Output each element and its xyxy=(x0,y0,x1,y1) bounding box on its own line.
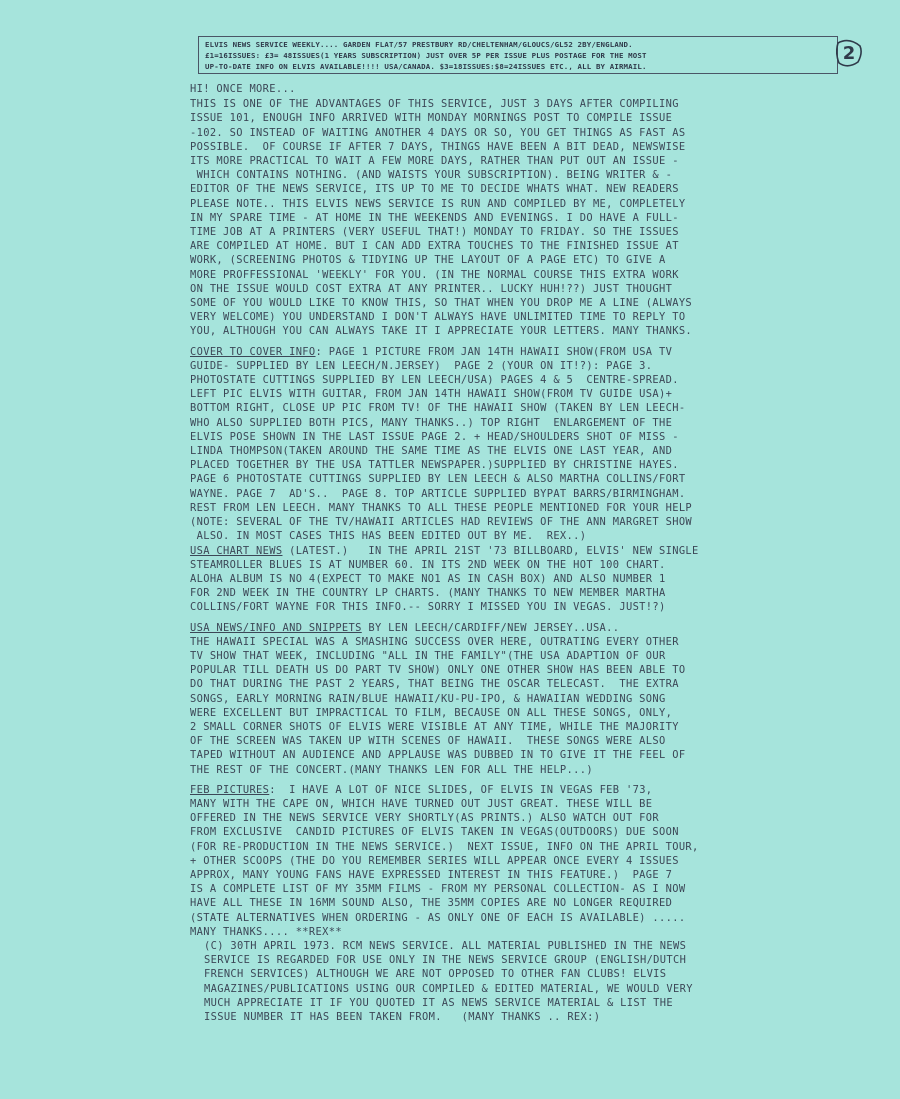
feb-pictures-line: OFFERED IN THE NEWS SERVICE VERY SHORTLY(AS PRINTS.) ALSO WATCH OUT FOR xyxy=(190,812,660,825)
intro-line: VERY WELCOME) YOU UNDERSTAND I DON'T ALWAYS HAVE UNLIMITED TIME TO REPLY TO xyxy=(190,311,686,324)
feb-pictures-line: IS A COMPLETE LIST OF MY 35MM FILMS - FROM MY PERSONAL COLLECTION- AS I NOW xyxy=(190,883,686,896)
masthead-line-1: ELVIS NEWS SERVICE WEEKLY.... GARDEN FLAT/57 PRESTBURY RD/CHELTENHAM/GLOUCS/GL52 2BY/ENGLAND. xyxy=(205,40,633,49)
cover-info-line: ELVIS POSE SHOWN IN THE LAST ISSUE PAGE 2. + HEAD/SHOULDERS SHOT OF MISS - xyxy=(190,430,679,443)
copyright-line: FRENCH SERVICES) ALTHOUGH WE ARE NOT OPPOSED TO OTHER FAN CLUBS! ELVIS xyxy=(204,968,667,981)
feb-pictures-line: MANY WITH THE CAPE ON, WHICH HAVE TURNED OUT JUST GREAT. THESE WILL BE xyxy=(190,797,653,810)
intro-line: PLEASE NOTE.. THIS ELVIS NEWS SERVICE IS RUN AND COMPILED BY ME, COMPLETELY xyxy=(190,197,686,210)
cover-info-line: PLACED TOGETHER BY THE USA TATTLER NEWSPAPER.)SUPPLIED BY CHRISTINE HAYES. xyxy=(190,459,679,472)
page-number: 2 xyxy=(842,42,856,64)
usa-news-line: SONGS, EARLY MORNING RAIN/BLUE HAWAII/KU-PU-IPO, & HAWAIIAN WEDDING SONG xyxy=(190,692,666,705)
cover-info-line: PAGE 6 PHOTOSTATE CUTTINGS SUPPLIED BY LEN LEECH & ALSO MARTHA COLLINS/FORT xyxy=(190,473,686,486)
feb-pictures-section xyxy=(190,783,880,939)
usa-news-line: POPULAR TILL DEATH US DO PART TV SHOW) ONLY ONE OTHER SHOW HAS BEEN ABLE TO xyxy=(190,664,686,677)
feb-pictures-line: + OTHER SCOOPS (THE DO YOU REMEMBER SERIES WILL APPEAR ONCE EVERY 4 ISSUES xyxy=(190,854,679,867)
cover-info-section xyxy=(190,345,880,544)
intro-line: THIS IS ONE OF THE ADVANTAGES OF THIS SERVICE, JUST 3 DAYS AFTER COMPILING xyxy=(190,98,679,111)
copyright-section xyxy=(204,939,880,1024)
usa-news-line: TAPED WITHOUT AN AUDIENCE AND APPLAUSE WAS DUBBED IN TO GIVE IT THE FEEL OF xyxy=(190,749,686,762)
copyright-line: MAGAZINES/PUBLICATIONS USING OUR COMPILED & EDITED MATERIAL, WE WOULD VERY xyxy=(204,982,693,995)
copyright-line: (C) 30TH APRIL 1973. RCM NEWS SERVICE. ALL MATERIAL PUBLISHED IN THE NEWS xyxy=(204,939,687,952)
chart-news-line: FOR 2ND WEEK IN THE COUNTRY LP CHARTS. (MANY THANKS TO NEW MEMBER MARTHA xyxy=(190,587,666,600)
intro-line: ITS MORE PRACTICAL TO WAIT A FEW MORE DAYS, RATHER THAN PUT OUT AN ISSUE - xyxy=(190,155,679,168)
usa-news-line: DO THAT DURING THE PAST 2 YEARS, THAT BEING THE OSCAR TELECAST. THE EXTRA xyxy=(190,678,679,691)
intro-line: YOU, ALTHOUGH YOU CAN ALWAYS TAKE IT I APPRECIATE YOUR LETTERS. MANY THANKS. xyxy=(190,325,693,338)
feb-pictures-line: FROM EXCLUSIVE CANDID PICTURES OF ELVIS TAKEN IN VEGAS(OUTDOORS) DUE SOON xyxy=(190,826,679,839)
usa-news-heading: USA NEWS/INFO AND SNIPPETS xyxy=(190,621,362,634)
cover-info-line: WHO ALSO SUPPLIED BOTH PICS, MANY THANKS..) TOP RIGHT ENLARGEMENT OF THE xyxy=(190,416,673,429)
chart-news-line-rest: (LATEST.) IN THE APRIL 21ST '73 BILLBOARD, ELVIS' NEW SINGLE xyxy=(282,544,699,557)
feb-pictures-heading: FEB PICTURES xyxy=(190,783,270,796)
chart-news-line: COLLINS/FORT WAYNE FOR THIS INFO.-- SORRY I MISSED YOU IN VEGAS. JUST!?) xyxy=(190,601,666,614)
copyright-line: SERVICE IS REGARDED FOR USE ONLY IN THE NEWS SERVICE GROUP (ENGLISH/DUTCH xyxy=(204,954,687,967)
page-number-badge xyxy=(836,38,862,68)
cover-info-line: (NOTE: SEVERAL OF THE TV/HAWAII ARTICLES HAD REVIEWS OF THE ANN MARGRET SHOW xyxy=(190,516,693,529)
copyright-line: MUCH APPRECIATE IT IF YOU QUOTED IT AS NEWS SERVICE MATERIAL & LIST THE xyxy=(204,996,674,1009)
feb-pictures-first-line xyxy=(190,783,880,797)
intro-paragraph xyxy=(190,97,880,338)
chart-news-line: STEAMROLLER BLUES IS AT NUMBER 60. IN ITS 2ND WEEK ON THE HOT 100 CHART. xyxy=(190,558,666,571)
intro-line: EDITOR OF THE NEWS SERVICE, ITS UP TO ME TO DECIDE WHATS WHAT. NEW READERS xyxy=(190,183,679,196)
masthead-box xyxy=(198,36,838,74)
usa-news-line: WERE EXCELLENT BUT IMPRACTICAL TO FILM, BECAUSE ON ALL THESE SONGS, ONLY, xyxy=(190,706,673,719)
feb-pictures-line: APPROX, MANY YOUNG FANS HAVE EXPRESSED INTEREST IN THIS FEATURE.) PAGE 7 xyxy=(190,868,673,881)
cover-info-line: BOTTOM RIGHT, CLOSE UP PIC FROM TV! OF THE HAWAII SHOW (TAKEN BY LEN LEECH- xyxy=(190,402,686,415)
intro-line: ISSUE 101, ENOUGH INFO ARRIVED WITH MONDAY MORNINGS POST TO COMPILE ISSUE xyxy=(190,112,673,125)
intro-line: -102. SO INSTEAD OF WAITING ANOTHER 4 DAYS OR SO, YOU GET THINGS AS FAST AS xyxy=(190,126,686,139)
usa-news-line: TV SHOW THAT WEEK, INCLUDING "ALL IN THE FAMILY"(THE USA ADAPTION OF OUR xyxy=(190,649,666,662)
intro-line: MORE PROFFESSIONAL 'WEEKLY' FOR YOU. (IN THE NORMAL COURSE THIS EXTRA WORK xyxy=(190,268,679,281)
intro-line: SOME OF YOU WOULD LIKE TO KNOW THIS, SO THAT WHEN YOU DROP ME A LINE (ALWAYS xyxy=(190,297,693,310)
usa-news-line: 2 SMALL CORNER SHOTS OF ELVIS WERE VISIBLE AT ANY TIME, WHILE THE MAJORITY xyxy=(190,720,679,733)
intro-line: TIME JOB AT A PRINTERS (VERY USEFUL THAT!) MONDAY TO FRIDAY. SO THE ISSUES xyxy=(190,226,679,239)
masthead-line-2: £1=16ISSUES: £3= 48ISSUES(1 YEARS SUBSCRIPTION) JUST OVER 5P PER ISSUE PLUS POSTAGE FOR THE MOST xyxy=(205,51,647,60)
feb-pictures-line: MANY THANKS.... **REX** xyxy=(190,925,342,938)
feb-pictures-line-rest: : I HAVE A LOT OF NICE SLIDES, OF ELVIS IN VEGAS FEB '73, xyxy=(269,783,653,796)
cover-info-first-line xyxy=(190,345,880,359)
cover-info-line: REST FROM LEN LEECH. MANY THANKS TO ALL THESE PEOPLE MENTIONED FOR YOUR HELP xyxy=(190,501,693,514)
intro-line: POSSIBLE. OF COURSE IF AFTER 7 DAYS, THINGS HAVE BEEN A BIT DEAD, NEWSWISE xyxy=(190,140,686,153)
chart-news-section xyxy=(190,544,880,615)
copyright-line: ISSUE NUMBER IT HAS BEEN TAKEN FROM. (MANY THANKS .. REX:) xyxy=(204,1011,601,1023)
cover-info-line: PHOTOSTATE CUTTINGS SUPPLIED BY LEN LEECH/USA) PAGES 4 & 5 CENTRE-SPREAD. xyxy=(190,374,679,387)
article-body xyxy=(190,82,880,1024)
cover-info-line: ALSO. IN MOST CASES THIS HAS BEEN EDITED OUT BY ME. REX..) xyxy=(190,530,587,543)
cover-info-line: LINDA THOMPSON(TAKEN AROUND THE SAME TIME AS THE ELVIS ONE LAST YEAR, AND xyxy=(190,445,673,458)
intro-line: IN MY SPARE TIME - AT HOME IN THE WEEKENDS AND EVENINGS. I DO HAVE A FULL- xyxy=(190,211,679,224)
usa-news-section xyxy=(190,621,880,777)
cover-info-line-rest: : PAGE 1 PICTURE FROM JAN 14TH HAWAII SHOW(FROM USA TV xyxy=(315,345,673,358)
cover-info-line: LEFT PIC ELVIS WITH GUITAR, FROM JAN 14TH HAWAII SHOW(FROM TV GUIDE USA)+ xyxy=(190,388,673,401)
intro-line: ARE COMPILED AT HOME. BUT I CAN ADD EXTRA TOUCHES TO THE FINISHED ISSUE AT xyxy=(190,240,679,253)
intro-line: ON THE ISSUE WOULD COST EXTRA AT ANY PRINTER.. LUCKY HUH!??) JUST THOUGHT xyxy=(190,282,673,295)
usa-news-first-line xyxy=(190,621,880,635)
usa-news-line: THE REST OF THE CONCERT.(MANY THANKS LEN FOR ALL THE HELP...) xyxy=(190,763,593,776)
feb-pictures-line: (STATE ALTERNATIVES WHEN ORDERING - AS ONLY ONE OF EACH IS AVAILABLE) ..... xyxy=(190,911,686,924)
masthead-line-3: UP-TO-DATE INFO ON ELVIS AVAILABLE!!!! USA/CANADA. $3=18ISSUES:$8=24ISSUES ETC., ALL BY AIRMAIL. xyxy=(205,62,647,71)
chart-news-heading: USA CHART NEWS xyxy=(190,544,283,557)
usa-news-line: THE HAWAII SPECIAL WAS A SMASHING SUCCESS OVER HERE, OUTRATING EVERY OTHER xyxy=(190,635,679,648)
usa-news-line-rest: BY LEN LEECH/CARDIFF/NEW JERSEY..USA.. xyxy=(361,621,620,634)
usa-news-line: OF THE SCREEN WAS TAKEN UP WITH SCENES OF HAWAII. THESE SONGS WERE ALSO xyxy=(190,735,666,748)
intro-line: WORK, (SCREENING PHOTOS & TIDYING UP THE LAYOUT OF A PAGE ETC) TO GIVE A xyxy=(190,254,666,267)
greeting: HI! ONCE MORE... xyxy=(190,83,296,95)
cover-info-line: WAYNE. PAGE 7 AD'S.. PAGE 8. TOP ARTICLE SUPPLIED BYPAT BARRS/BIRMINGHAM. xyxy=(190,487,686,500)
feb-pictures-line: (FOR RE-PRODUCTION IN THE NEWS SERVICE.) NEXT ISSUE, INFO ON THE APRIL TOUR, xyxy=(190,840,699,853)
cover-info-heading: COVER TO COVER INFO xyxy=(190,345,316,358)
feb-pictures-line: HAVE ALL THESE IN 16MM SOUND ALSO, THE 35MM COPIES ARE NO LONGER REQUIRED xyxy=(190,897,673,910)
cover-info-line: GUIDE- SUPPLIED BY LEN LEECH/N.JERSEY) PAGE 2 (YOUR ON IT!?): PAGE 3. xyxy=(190,359,653,372)
chart-news-line: ALOHA ALBUM IS NO 4(EXPECT TO MAKE NO1 AS IN CASH BOX) AND ALSO NUMBER 1 xyxy=(190,572,666,585)
chart-news-first-line xyxy=(190,544,880,558)
intro-line: WHICH CONTAINS NOTHING. (AND WAISTS YOUR SUBSCRIPTION). BEING WRITER & - xyxy=(190,169,673,182)
